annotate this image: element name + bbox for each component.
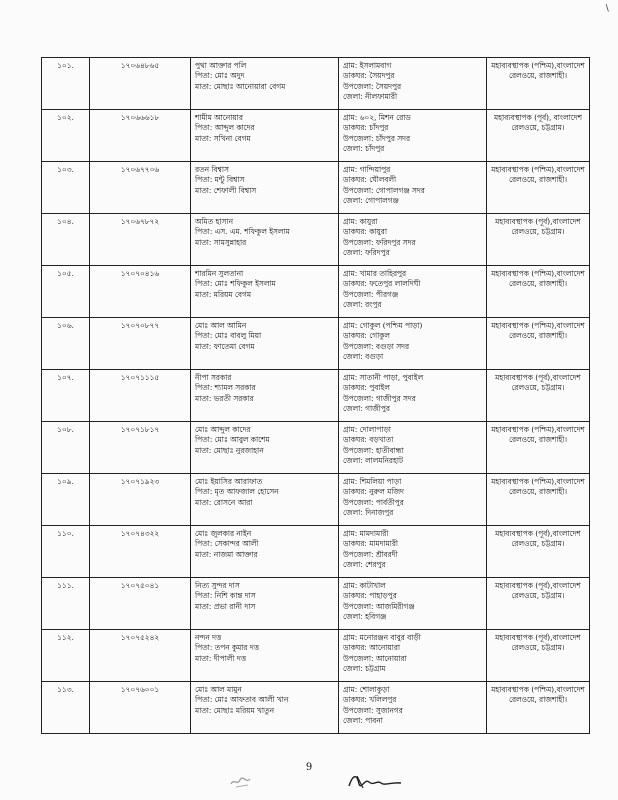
- roll-cell-line: ১৭০৬৬৬১৮: [120, 113, 160, 122]
- table-row: [42, 578, 590, 630]
- posting-cell-line: রেলওয়ে, চট্টগ্রাম।: [511, 539, 565, 549]
- name-cell: [191, 630, 339, 682]
- address-cell-line: জেলা: দিনাজপুর: [343, 507, 394, 517]
- address-cell-line: ডাকঘর: কাযুরা: [343, 227, 388, 237]
- posting-cell-line: রেলওয়ে, চট্টগ্রাম।: [511, 591, 565, 601]
- name-cell-line: মাতা: মোছাঃ নুরজাহান: [195, 445, 264, 455]
- posting-cell: [487, 578, 590, 630]
- name-cell-line: মাতা: রোসনে আরা: [195, 497, 253, 507]
- serial-cell: [42, 318, 90, 370]
- name-cell-line: মোঃ আল মামুন: [195, 685, 242, 694]
- serial-cell: [42, 422, 90, 474]
- table-row: [42, 110, 590, 162]
- name-cell-line: পিতা: মোঃ আফতাব আলী খান: [195, 695, 289, 705]
- posting-cell-line: মহাব্যবস্থাপক (পশ্চিম),বাংলাদেশ: [491, 425, 585, 434]
- name-cell-line: মাতা: নাজমা আক্তার: [195, 549, 258, 559]
- serial-cell-line: ১০১.: [57, 61, 74, 70]
- roll-cell-line: ১৭০৭১৮১৭: [120, 425, 160, 434]
- name-cell: [191, 526, 339, 578]
- table-row: [42, 162, 590, 214]
- serial-cell: [42, 526, 90, 578]
- posting-cell-line: রেলওয়ে, রাজশাহী।: [508, 487, 567, 497]
- serial-cell-line: ১০৩.: [57, 165, 74, 174]
- posting-cell-line: মহাব্যবস্থাপক (পশ্চিম),বাংলাদেশ: [491, 269, 585, 278]
- posting-cell-line: মহাব্যবস্থাপক (পশ্চিম),বাংলাদেশ: [491, 165, 585, 174]
- address-cell-line: গ্রাম: ইসলামবাগ: [343, 61, 392, 70]
- address-cell-line: গ্রাম: শিমলিয়া পাড়া: [343, 477, 402, 486]
- address-cell-line: জেলা: ফরিদপুর: [343, 247, 390, 257]
- posting-cell-line: মহাব্যবস্থাপক (পূর্ব),বাংলাদেশ: [495, 581, 581, 590]
- address-cell-line: উপজেলা: বগুড়া সদর: [343, 341, 410, 351]
- name-cell-line: পিতা: নিশি কান্ত দাস: [195, 591, 256, 601]
- posting-cell-line: মহাব্যবস্থাপক (পশ্চিম),বাংলাদেশ: [491, 685, 585, 694]
- address-cell-line: ডাকঘর: মামদামারী: [343, 539, 399, 549]
- table-row: [42, 58, 590, 110]
- name-cell-line: মাতা: মরিয়ম বেগম: [195, 289, 251, 299]
- name-cell-line: মোঃ জুলকার নাইন: [195, 529, 252, 538]
- posting-cell-line: রেলওয়ে, রাজশাহী।: [508, 279, 567, 289]
- address-cell-line: জেলা: গোপালগঞ্জ: [343, 195, 399, 205]
- table-row: [42, 474, 590, 526]
- roll-cell: [90, 110, 191, 162]
- address-cell-line: উপজেলা: পার্বতীপুর: [343, 497, 404, 507]
- roll-cell: [90, 370, 191, 422]
- name-cell-line: মাতা: মোছাঃ আনোয়ারা বেগম: [195, 81, 286, 91]
- table-row: [42, 422, 590, 474]
- name-cell-line: পিতা: মোঃ অদুদ: [195, 71, 245, 81]
- roll-cell-line: ১৭০৭১১১৫: [120, 373, 160, 382]
- address-cell-line: উপজেলা: আজমিরীগঞ্জ: [343, 601, 415, 611]
- address-cell-line: ডাকঘর: আনোয়ারা: [343, 643, 401, 653]
- roll-cell-line: ১৭০৭৫২৪২: [120, 633, 160, 642]
- posting-cell: [487, 474, 590, 526]
- name-cell: [191, 110, 339, 162]
- name-cell-line: পিতা: মোঃ বাবলু মিয়া: [195, 331, 262, 341]
- name-cell-line: নীপা সরকার: [195, 373, 232, 382]
- address-cell-line: জেলা: গাজীপুর: [343, 403, 390, 413]
- name-cell-line: পিতা: সেকান্দর আলী: [195, 539, 259, 549]
- name-cell-line: মোঃ ইয়াসির আরাফাত: [195, 477, 263, 486]
- posting-cell-line: মহাব্যবস্থাপক (পশ্চিম),বাংলাদেশ: [491, 321, 585, 330]
- roll-cell-line: ১৭০৬৭৭০৬: [120, 165, 160, 174]
- name-cell: [191, 370, 339, 422]
- roll-cell-line: ১৭০৭০৪১৬: [120, 269, 160, 278]
- table-row: [42, 214, 590, 266]
- name-cell-line: পিতা: মোঃ শফিকুল ইসলাম: [195, 279, 276, 289]
- roll-cell: [90, 526, 191, 578]
- address-cell-line: গ্রাম: শোলাকুড়া: [343, 685, 390, 694]
- name-cell-line: মাতা: ভরতী সরকার: [195, 393, 254, 403]
- stamp-mark: [228, 772, 258, 790]
- address-cell: [339, 422, 487, 474]
- address-cell-line: গ্রাম: ৬০২, মিশন রোড: [343, 113, 411, 122]
- address-cell-line: ডাকঘর: পুবাইল: [343, 383, 390, 393]
- address-cell-line: গ্রাম: গান্দিয়াপুর: [343, 165, 391, 174]
- table-row: [42, 370, 590, 422]
- address-cell-line: জেলা: হবিগঞ্জ: [343, 611, 387, 621]
- posting-cell-line: রেলওয়ে, চট্টগ্রাম।: [511, 227, 565, 237]
- name-cell-line: মাতা: দীপালী দত্ত: [195, 653, 247, 663]
- address-cell-line: গ্রাম: গোকুল (পশ্চিম পাড়া): [343, 321, 423, 330]
- address-cell-line: উপজেলা: সৈয়দপুর: [343, 81, 402, 91]
- serial-cell-line: ১০৬.: [57, 321, 74, 330]
- posting-cell-line: মহাব্যবস্থাপক (পূর্ব),বাংলাদেশ: [495, 633, 581, 642]
- name-cell-line: পিতা: মৃত আফজাল হোসেন: [195, 487, 279, 497]
- posting-cell: [487, 370, 590, 422]
- serial-cell: [42, 682, 90, 734]
- posting-cell-line: মহাব্যবস্থাপক (পূর্ব),বাংলাদেশ: [495, 217, 581, 226]
- address-cell-line: জেলা: রংপুর: [343, 299, 382, 309]
- name-cell-line: মাতা: সখিনা বেগম: [195, 133, 251, 143]
- address-cell-line: জেলা: চট্টগ্রাম: [343, 663, 386, 673]
- corner-mark: ∖: [604, 4, 610, 14]
- address-cell: [339, 370, 487, 422]
- posting-cell: [487, 214, 590, 266]
- address-cell: [339, 110, 487, 162]
- name-cell-line: মাতা: মোছাঃ মরিয়ম খাতুন: [195, 705, 274, 715]
- roll-cell: [90, 214, 191, 266]
- posting-cell-line: রেলওয়ে, রাজশাহী।: [508, 435, 567, 445]
- posting-cell-line: রেলওয়ে, চট্টগ্রাম।: [511, 643, 565, 653]
- table-row: [42, 318, 590, 370]
- address-cell-line: জেলা: পাবনা: [343, 715, 383, 725]
- name-cell: [191, 58, 339, 110]
- address-cell-line: গ্রাম: সাতানী পাড়া, পুবাইল: [343, 373, 424, 382]
- posting-cell-line: রেলওয়ে, রাজশাহী।: [508, 71, 567, 81]
- address-cell-line: উপজেলা: হাতীবান্ধা: [343, 445, 404, 455]
- serial-cell-line: ১০৯.: [57, 477, 74, 486]
- table-row: [42, 526, 590, 578]
- name-cell-line: রতন বিশ্বাস: [195, 165, 229, 174]
- roll-cell: [90, 58, 191, 110]
- address-cell-line: উপজেলা: আনোয়ারা: [343, 653, 407, 663]
- name-cell-line: পিতা: এস. এম. শফিকুল ইসলাম: [195, 227, 290, 237]
- name-cell-line: পিতা: মন্টু বিশ্বাস: [195, 175, 245, 185]
- roll-cell-line: ১৭০৭৫০৪১: [120, 581, 160, 590]
- posting-cell-line: মহাব্যবস্থাপক (পূর্ব), বাংলাদেশ: [494, 113, 582, 122]
- address-cell-line: গ্রাম: কাযুরা: [343, 217, 378, 226]
- table-row: [42, 266, 590, 318]
- serial-cell: [42, 110, 90, 162]
- table-row: [42, 630, 590, 682]
- name-cell-line: মাতা: ফাতেমা বেগম: [195, 341, 255, 351]
- address-cell: [339, 214, 487, 266]
- posting-cell: [487, 266, 590, 318]
- roll-cell-line: ১৭০৭৪৩২২: [120, 529, 160, 538]
- posting-cell: [487, 422, 590, 474]
- address-cell: [339, 58, 487, 110]
- address-cell-line: ডাকঘর: বড়খাতা: [343, 435, 394, 445]
- roll-cell: [90, 474, 191, 526]
- name-cell-line: পুথা আক্তার পলি: [195, 61, 247, 70]
- name-cell-line: নিত্য সুন্দর দাস: [195, 581, 240, 590]
- name-cell: [191, 422, 339, 474]
- name-cell-line: নন্দন দত্ত: [195, 633, 222, 642]
- address-cell: [339, 318, 487, 370]
- posting-cell: [487, 58, 590, 110]
- posting-cell-line: রেলওয়ে, রাজশাহী।: [508, 695, 567, 705]
- serial-cell-line: ১০৫.: [57, 269, 74, 278]
- address-cell-line: জেলা: বগুড়া: [343, 351, 384, 361]
- posting-cell-line: মহাব্যবস্থাপক (পশ্চিম),বাংলাদেশ: [491, 477, 585, 486]
- roll-cell-line: ১৭০৬৪৮৬৫: [120, 61, 160, 70]
- address-cell-line: জেলা: শেরপুর: [343, 559, 386, 569]
- address-cell-line: ডাকঘর: ঘৌলবলী: [343, 175, 397, 185]
- serial-cell-line: ১০৭.: [57, 373, 74, 382]
- serial-cell-line: ১১২.: [57, 633, 74, 642]
- name-cell-line: পিতা: শ্যামল সরকার: [195, 383, 256, 393]
- name-cell: [191, 682, 339, 734]
- posting-cell-line: রেলওয়ে, চট্টগ্রাম।: [511, 383, 565, 393]
- address-cell: [339, 578, 487, 630]
- address-cell-line: গ্রাম: কাটাখাল: [343, 581, 386, 590]
- address-cell: [339, 630, 487, 682]
- name-cell-line: মাতা: সামসুন্নাহার: [195, 237, 247, 247]
- posting-cell: [487, 162, 590, 214]
- serial-cell: [42, 266, 90, 318]
- address-cell-line: ডাকঘর: নুরুল মজিদ: [343, 487, 404, 497]
- address-cell-line: জেলা: নীলফামারী: [343, 91, 398, 101]
- name-cell: [191, 214, 339, 266]
- serial-cell: [42, 214, 90, 266]
- posting-cell: [487, 526, 590, 578]
- serial-cell: [42, 474, 90, 526]
- serial-cell: [42, 58, 90, 110]
- roll-cell: [90, 266, 191, 318]
- name-cell-line: মাতা: শেফালী বিশ্বাস: [195, 185, 257, 195]
- serial-cell-line: ১০৪.: [57, 217, 74, 226]
- address-cell: [339, 162, 487, 214]
- name-cell-line: মাতা: প্রভা রানী দাস: [195, 601, 256, 611]
- candidate-table: [41, 57, 590, 734]
- address-cell-line: ডাকঘর: চাঁদপুর: [343, 123, 389, 133]
- page-number: 9: [305, 762, 313, 773]
- address-cell-line: ডাকঘর: ফতেপুর লালদিঘী: [343, 279, 421, 289]
- posting-cell-line: রেলওয়ে, রাজশাহী।: [508, 175, 567, 185]
- serial-cell-line: ১১৩.: [57, 685, 74, 694]
- serial-cell-line: ১১১.: [57, 581, 74, 590]
- posting-cell-line: মহাব্যবস্থাপক (পূর্ব),বাংলাদেশ: [495, 373, 581, 382]
- address-cell-line: উপজেলা: পীরগঞ্জ: [343, 289, 399, 299]
- address-cell: [339, 474, 487, 526]
- name-cell-line: পিতা: তপন কুমার দত্ত: [195, 643, 259, 653]
- serial-cell-line: ১০২.: [57, 113, 74, 122]
- name-cell-line: অমিত হাসান: [195, 217, 233, 226]
- address-cell-line: গ্রাম: মামদামারী: [343, 529, 389, 538]
- posting-cell: [487, 630, 590, 682]
- signature-mark: [345, 770, 405, 794]
- roll-cell: [90, 318, 191, 370]
- posting-cell-line: মহাব্যবস্থাপক (পূর্ব),বাংলাদেশ: [495, 529, 581, 538]
- address-cell-line: জেলা: লালমনিরহাট: [343, 455, 404, 465]
- name-cell-line: শারমিন সুলতানা: [195, 269, 244, 278]
- name-cell-line: পিতা: মোঃ আবুল কাশেম: [195, 435, 270, 445]
- name-cell-line: মোঃ আল আমিন: [195, 321, 247, 330]
- address-cell-line: উপজেলা: গাজীপুর সদর: [343, 393, 416, 403]
- serial-cell: [42, 578, 90, 630]
- address-cell-line: গ্রাম: দোলাপাড়া: [343, 425, 391, 434]
- serial-cell: [42, 370, 90, 422]
- roll-cell-line: ১৭০৭০৮৭৭: [120, 321, 160, 330]
- address-cell-line: ডাকঘর: পাহাড়পুর: [343, 591, 397, 601]
- name-cell: [191, 578, 339, 630]
- table-row: [42, 682, 590, 734]
- roll-cell: [90, 630, 191, 682]
- address-cell-line: গ্রাম: খামার তাহিরপুর: [343, 269, 407, 278]
- address-cell-line: ডাকঘর: গোকুল: [343, 331, 390, 341]
- name-cell-line: শামীম আনোয়ার: [195, 113, 243, 122]
- address-cell-line: উপজেলা: গোপালগঞ্জ সদর: [343, 185, 425, 195]
- serial-cell-line: ১১০.: [57, 529, 74, 538]
- address-cell-line: উপজেলা: ফরিদপুর সদর: [343, 237, 416, 247]
- roll-cell-line: ১৭০৬৭৮৭২: [120, 217, 160, 226]
- address-cell-line: ডাকঘর: সৈয়দপুর: [343, 71, 395, 81]
- roll-cell: [90, 422, 191, 474]
- posting-cell-line: রেলওয়ে, রাজশাহী।: [508, 331, 567, 341]
- address-cell-line: জেলা: চাঁদপুর: [343, 143, 385, 153]
- serial-cell-line: ১০৮.: [57, 425, 74, 434]
- address-cell-line: উপজেলা: চাঁদপুর সদর: [343, 133, 411, 143]
- posting-cell: [487, 110, 590, 162]
- posting-cell: [487, 318, 590, 370]
- posting-cell-line: মহাব্যবস্থাপক (পশ্চিম),বাংলাদেশ: [491, 61, 585, 70]
- address-cell: [339, 526, 487, 578]
- name-cell: [191, 474, 339, 526]
- name-cell-line: পিতা: আব্দুল কাদের: [195, 123, 255, 133]
- address-cell-line: উপজেলা: সুজানগর: [343, 705, 403, 715]
- roll-cell: [90, 682, 191, 734]
- roll-cell: [90, 162, 191, 214]
- address-cell-line: ডাকঘর: খলিলপুর: [343, 695, 397, 705]
- roll-cell: [90, 578, 191, 630]
- name-cell-line: মোঃ আব্দুল কাদের: [195, 425, 251, 434]
- posting-cell: [487, 682, 590, 734]
- address-cell: [339, 682, 487, 734]
- posting-cell-line: রেলওয়ে, চট্টগ্রাম।: [511, 123, 565, 133]
- name-cell: [191, 318, 339, 370]
- roll-cell-line: ১৭০৭৬০০১: [120, 685, 160, 694]
- serial-cell: [42, 630, 90, 682]
- address-cell: [339, 266, 487, 318]
- address-cell-line: উপজেলা: শ্রীবরদী: [343, 549, 398, 559]
- roll-cell-line: ১৭০৭১৯২৩: [120, 477, 160, 486]
- address-cell-line: গ্রাম: মনোরঞ্জন বাবুর বাড়ী: [343, 633, 421, 642]
- name-cell: [191, 266, 339, 318]
- name-cell: [191, 162, 339, 214]
- serial-cell: [42, 162, 90, 214]
